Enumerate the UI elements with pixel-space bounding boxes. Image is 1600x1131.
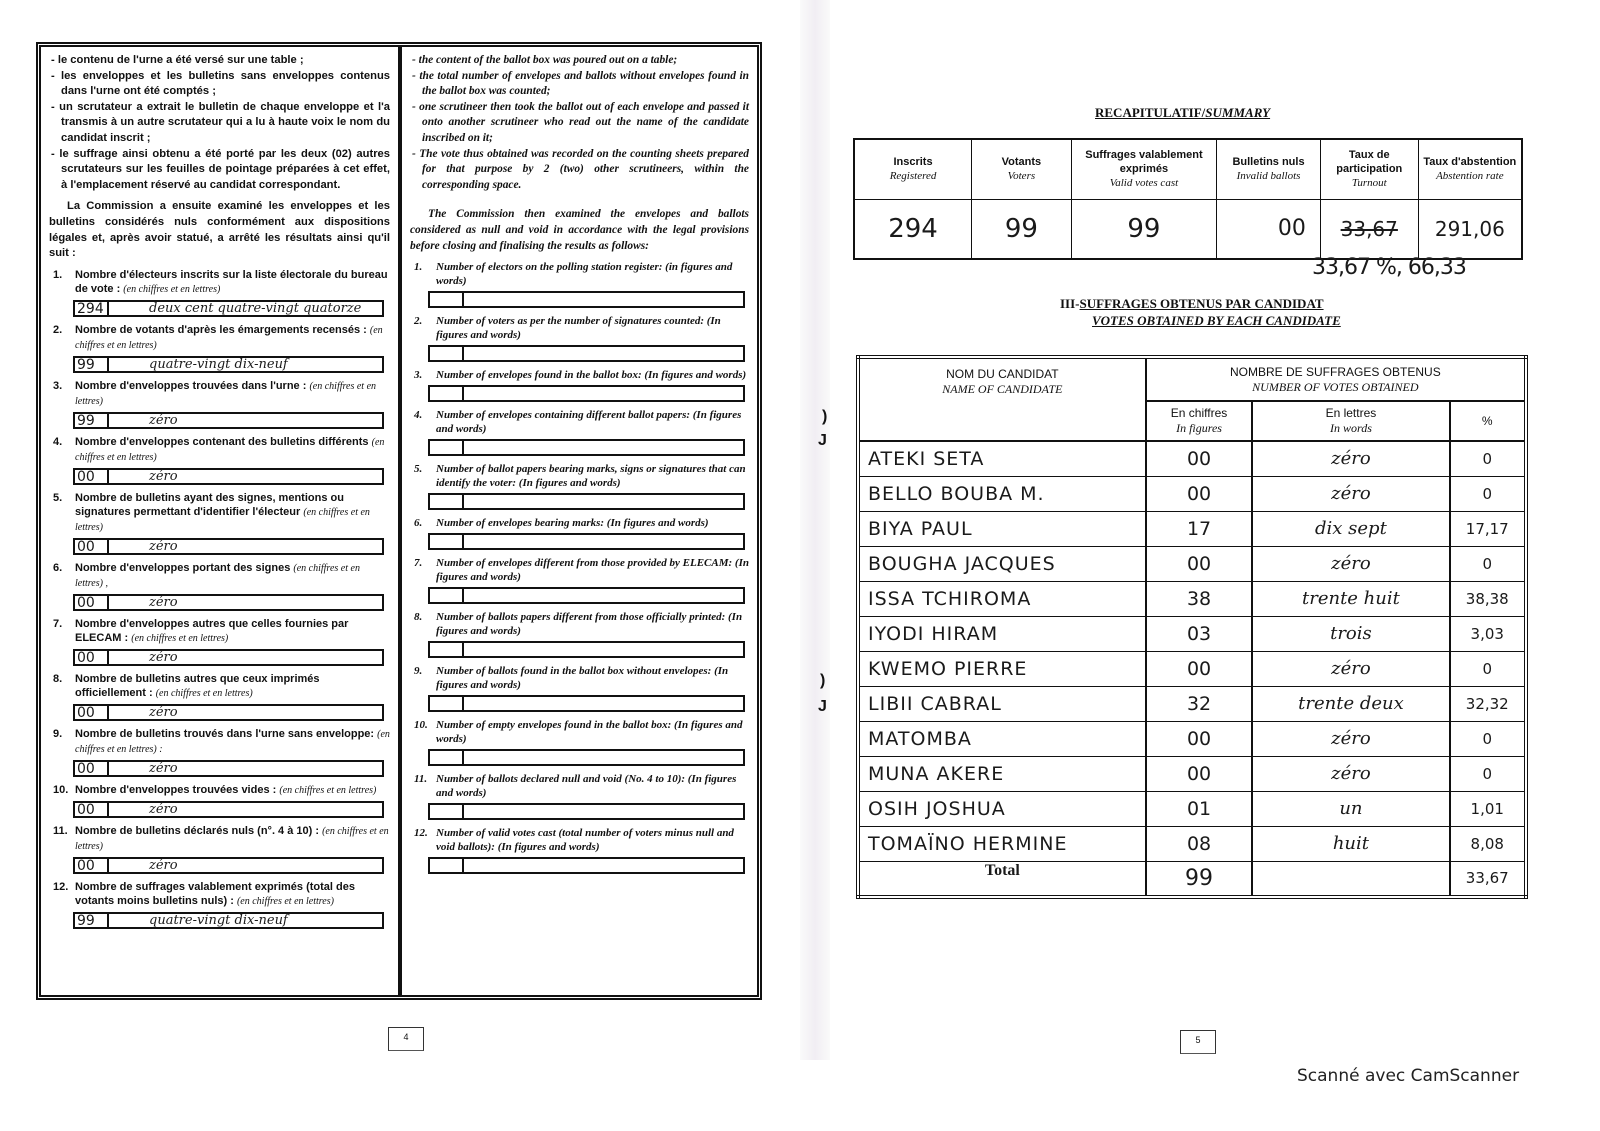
total-label: Total: [858, 861, 1146, 897]
candidate-percent: 38,38: [1450, 581, 1526, 616]
answer-field[interactable]: [73, 356, 384, 373]
candidate-row: [858, 651, 1526, 686]
candidate-votes-figure: 00: [1146, 721, 1253, 756]
candidate-row: [858, 791, 1526, 826]
question-label: [410, 408, 749, 436]
question-text: Number of valid votes cast (total number of voters minus null and void ballots): (In figures and words): [436, 827, 734, 854]
procedure-item: - les enveloppes et les bulletins sans enveloppes contenus dans l'urne ont été comptés ;: [49, 69, 390, 100]
question-number: 1.: [53, 268, 63, 281]
section-title: III-SUFFRAGES OBTENUS PAR CANDIDAT VOTES OBTAINED BY EACH CANDIDATE: [1060, 296, 1341, 328]
questions-fr: [49, 268, 390, 929]
procedure-list-fr: [49, 53, 390, 193]
answer-words[interactable]: zéro: [149, 801, 178, 817]
candidate-votes-figure: 01: [1146, 791, 1253, 826]
question-label: [410, 368, 749, 382]
question-text: Nombre de suffrages valablement exprimés (total des votants moins bulletins nuls) :: [75, 880, 355, 907]
question-label: [410, 826, 749, 854]
answer-figure[interactable]: [430, 643, 464, 656]
question-label: [49, 880, 390, 909]
candidate-row: [858, 546, 1526, 581]
question-text: Nombre d'électeurs inscrits sur la liste électorale du bureau de vote :: [75, 268, 388, 295]
answer-words[interactable]: [464, 535, 743, 548]
answer-words[interactable]: quatre-vingt dix-neuf: [149, 356, 288, 372]
answer-figure[interactable]: 99: [75, 914, 109, 927]
question-label: [49, 379, 390, 409]
candidate-row: [858, 476, 1526, 511]
answer-words[interactable]: [464, 697, 743, 710]
question-text: Number of envelopes containing different ballot papers: (In figures and words): [436, 409, 742, 436]
question-number: 11.: [414, 773, 428, 786]
question-text: Nombre de bulletins ayant des signes, mentions ou signatures permettant d'identifier l'électeur: [75, 491, 344, 518]
question-item: [49, 491, 390, 555]
answer-figure[interactable]: [430, 293, 464, 306]
answer-words[interactable]: [464, 293, 743, 306]
question-number: 2.: [414, 315, 423, 328]
question-item: [410, 664, 749, 712]
answer-figure[interactable]: 00: [75, 651, 109, 664]
candidate-name: BOUGHA JACQUES: [858, 546, 1146, 581]
candidate-votes-words: trois: [1252, 616, 1449, 651]
question-number: 11.: [53, 824, 68, 837]
question-label: [410, 610, 749, 638]
answer-figure[interactable]: [430, 535, 464, 548]
answer-field[interactable]: [428, 857, 745, 874]
question-text: Number of ballots declared null and void (No. 4 to 10): (In figures and words): [436, 773, 737, 800]
question-text: Nombre de bulletins déclarés nuls (n°. 4 à 10) :: [75, 824, 320, 837]
candidate-votes-figure: 00: [1146, 546, 1253, 581]
answer-figure[interactable]: [430, 589, 464, 602]
answer-words[interactable]: zéro: [149, 412, 178, 428]
header-voters: Votants Voters: [972, 139, 1072, 199]
answer-words[interactable]: zéro: [149, 857, 178, 873]
question-hint: (en chiffres et en lettres): [75, 380, 377, 407]
answer-figure[interactable]: 00: [75, 859, 109, 872]
question-item: [49, 561, 390, 611]
question-item: [410, 462, 749, 510]
answer-words[interactable]: [464, 751, 743, 764]
answer-field[interactable]: [73, 412, 384, 429]
question-text: Nombre de bulletins autres que ceux imprimés officiellement :: [75, 672, 320, 699]
registered-value: 294: [854, 199, 972, 259]
question-hint: (en chiffres et en lettres): [75, 506, 370, 533]
answer-field[interactable]: [73, 912, 384, 929]
answer-figure[interactable]: 00: [75, 706, 109, 719]
question-hint: (en chiffres et en lettres) ,: [75, 562, 360, 589]
answer-figure[interactable]: 99: [75, 358, 109, 371]
question-number: 10.: [414, 719, 428, 732]
answer-figure[interactable]: 00: [75, 470, 109, 483]
question-hint: (en chiffres et en lettres): [75, 825, 389, 852]
question-hint: (en chiffres et en lettres): [75, 324, 383, 351]
answer-field[interactable]: [428, 291, 745, 308]
answer-field[interactable]: [73, 760, 384, 777]
candidate-votes-words: zéro: [1252, 546, 1449, 581]
candidate-row: [858, 511, 1526, 546]
answer-field[interactable]: [428, 345, 745, 362]
question-text: Nombre de bulletins trouvés dans l'urne sans enveloppe:: [75, 727, 375, 740]
question-label: [410, 516, 749, 530]
question-hint: (en chiffres et en lettres): [75, 436, 385, 463]
procedure-item: - le suffrage ainsi obtenu a été porté par les deux (02) autres scrutateurs sur les feuilles de pointage préparées à cet effet, à l'emplacement réservé au candidat correspondant.: [49, 147, 390, 194]
procedure-item: - le contenu de l'urne a été versé sur une table ;: [49, 53, 390, 69]
question-label: [410, 718, 749, 746]
answer-figure[interactable]: [430, 859, 464, 872]
candidate-name: KWEMO PIERRE: [858, 651, 1146, 686]
answer-field[interactable]: [428, 385, 745, 402]
header-registered: Inscrits Registered: [854, 139, 972, 199]
answer-figure[interactable]: 00: [75, 596, 109, 609]
candidate-row: [858, 686, 1526, 721]
total-row: [858, 861, 1526, 897]
question-number: 4.: [414, 409, 423, 422]
candidate-row: [858, 756, 1526, 791]
total-words: [1252, 861, 1449, 897]
answer-field[interactable]: [428, 803, 745, 820]
answer-field[interactable]: [73, 857, 384, 874]
candidate-name: IYODI HIRAM: [858, 616, 1146, 651]
candidate-votes-figure: 00: [1146, 476, 1253, 511]
question-text: Number of ballot papers bearing marks, signs or signatures that can identify the voter: (In figures and words): [436, 463, 746, 490]
question-number: 12.: [414, 827, 428, 840]
candidate-votes-words: zéro: [1252, 441, 1449, 476]
answer-words[interactable]: [464, 805, 743, 818]
valid-votes-value: 99: [1071, 199, 1216, 259]
question-number: 5.: [414, 463, 423, 476]
question-item: [410, 260, 749, 308]
candidates-header-row: [858, 357, 1526, 401]
header-in-figures: En chiffres In figures: [1146, 401, 1253, 441]
question-text: Number of envelopes bearing marks: (In figures and words): [436, 517, 709, 530]
questions-en: [410, 260, 749, 874]
header-percent: %: [1450, 401, 1526, 441]
english-column: [402, 47, 757, 995]
header-turnout: Taux de participation Turnout: [1320, 139, 1418, 199]
answer-field[interactable]: [428, 493, 745, 510]
question-label: [49, 435, 390, 465]
intro-paragraph-fr: La Commission a ensuite examiné les enveloppes et les bulletins considérés nuls conformément aux dispositions légales et, après avoir statué, a arrêté les résultats ainsi qu'il suit :: [49, 200, 390, 260]
answer-figure[interactable]: 99: [75, 414, 109, 427]
header-valid-votes: Suffrages valablement exprimés Valid votes cast: [1071, 139, 1216, 199]
answer-figure[interactable]: [430, 495, 464, 508]
candidate-votes-words: zéro: [1252, 651, 1449, 686]
page-fold-shadow: [800, 0, 830, 1060]
question-number: 12.: [53, 880, 69, 893]
answer-figure[interactable]: 00: [75, 803, 109, 816]
question-text: Number of empty envelopes found in the ballot box: (In figures and words): [436, 719, 743, 746]
answer-figure[interactable]: [430, 751, 464, 764]
question-hint: (en chiffres et en lettres) :: [75, 728, 390, 755]
candidate-name: MUNA AKERE: [858, 756, 1146, 791]
question-hint: (en chiffres et en lettres): [131, 632, 229, 644]
candidate-votes-words: un: [1252, 791, 1449, 826]
answer-field[interactable]: [428, 749, 745, 766]
question-item: [49, 617, 390, 666]
question-label: [410, 772, 749, 800]
answer-figure[interactable]: 00: [75, 762, 109, 775]
question-number: 6.: [53, 561, 63, 574]
question-text: Number of electors on the polling station register: (in figures and words): [436, 261, 733, 288]
question-number: 5.: [53, 491, 63, 504]
answer-words[interactable]: [464, 387, 743, 400]
answer-field[interactable]: [73, 300, 384, 317]
question-item: [410, 556, 749, 604]
question-text: Nombre d'enveloppes contenant des bulletins différents: [75, 435, 369, 448]
answer-words[interactable]: [464, 643, 743, 656]
candidate-votes-words: zéro: [1252, 756, 1449, 791]
question-text: Number of envelopes different from those provided by ELECAM: (In figures and words): [436, 557, 749, 584]
question-item: [49, 435, 390, 485]
question-number: 9.: [414, 665, 423, 678]
answer-words[interactable]: [464, 589, 743, 602]
question-label: [410, 314, 749, 342]
question-item: [49, 379, 390, 429]
question-text: Nombre d'enveloppes autres que celles fournies par ELECAM :: [75, 617, 349, 644]
question-label: [49, 268, 390, 297]
question-number: 7.: [414, 557, 423, 570]
candidate-name: TOMAÏNO HERMINE: [858, 826, 1146, 861]
question-label: [49, 783, 390, 798]
margin-mark: ): [822, 408, 828, 425]
candidates-table: [856, 355, 1528, 899]
answer-field[interactable]: [73, 704, 384, 721]
candidate-percent: 3,03: [1450, 616, 1526, 651]
question-text: Number of envelopes found in the ballot box: (In figures and words): [436, 369, 747, 382]
question-hint: (en chiffres et en lettres): [123, 283, 221, 295]
procedure-item: - the content of the ballot box was poured out on a table;: [410, 53, 749, 69]
candidate-votes-words: huit: [1252, 826, 1449, 861]
candidate-row: [858, 441, 1526, 476]
question-item: [49, 880, 390, 929]
margin-mark: J: [818, 432, 827, 449]
candidate-percent: 17,17: [1450, 511, 1526, 546]
question-item: [410, 826, 749, 874]
answer-field[interactable]: [73, 594, 384, 611]
question-item: [410, 610, 749, 658]
answer-words[interactable]: quatre-vingt dix-neuf: [149, 912, 288, 928]
question-hint: (en chiffres et en lettres): [155, 687, 253, 699]
answer-words[interactable]: deux cent quatre-vingt quatorze: [149, 300, 362, 316]
header-in-words: En lettres In words: [1252, 401, 1449, 441]
answer-field[interactable]: [428, 533, 745, 550]
question-number: 8.: [53, 672, 63, 685]
summary-table: [853, 138, 1523, 260]
question-number: 3.: [414, 369, 423, 382]
turnout-value: 33,67: [1320, 199, 1418, 259]
header-abstention: Taux d'abstention Abstention rate: [1418, 139, 1522, 199]
question-item: [410, 516, 749, 550]
right-page-results: [850, 0, 1570, 1000]
candidate-row: [858, 826, 1526, 861]
answer-figure[interactable]: [430, 441, 464, 454]
answer-field[interactable]: [73, 468, 384, 485]
question-label: [49, 491, 390, 535]
candidate-votes-words: zéro: [1252, 721, 1449, 756]
candidate-percent: 0: [1450, 441, 1526, 476]
question-label: [49, 672, 390, 701]
margin-mark: ): [820, 672, 826, 689]
answer-figure[interactable]: [430, 387, 464, 400]
question-item: [410, 718, 749, 766]
answer-figure[interactable]: [430, 697, 464, 710]
invalid-ballots-value: 00: [1217, 199, 1321, 259]
total-percent: 33,67: [1450, 861, 1526, 897]
candidate-row: [858, 721, 1526, 756]
question-text: Nombre d'enveloppes trouvées vides :: [75, 783, 277, 796]
answer-figure[interactable]: [430, 805, 464, 818]
answer-field[interactable]: [428, 587, 745, 604]
question-label: [410, 462, 749, 490]
answer-field[interactable]: [73, 801, 384, 818]
page-number-right: 5: [1180, 1030, 1216, 1054]
camscanner-watermark: Scanné avec CamScanner: [1297, 1066, 1520, 1086]
left-page-form: [36, 42, 762, 1000]
question-text: Nombre d'enveloppes trouvées dans l'urne :: [75, 379, 307, 392]
candidate-percent: 32,32: [1450, 686, 1526, 721]
candidate-percent: 0: [1450, 651, 1526, 686]
candidate-votes-words: trente deux: [1252, 686, 1449, 721]
candidate-name: OSIH JOSHUA: [858, 791, 1146, 826]
header-invalid-ballots: Bulletins nuls Invalid ballots: [1217, 139, 1321, 199]
procedure-item: - un scrutateur a extrait le bulletin de chaque enveloppe et l'a transmis à un autre scrutateur qui a lu à haute voix le nom du candidat inscrit ;: [49, 100, 390, 147]
question-item: [410, 772, 749, 820]
candidate-name: BIYA PAUL: [858, 511, 1146, 546]
candidate-percent: 1,01: [1450, 791, 1526, 826]
answer-figure[interactable]: 00: [75, 540, 109, 553]
question-number: 1.: [414, 261, 423, 274]
question-label: [410, 664, 749, 692]
answer-words[interactable]: zéro: [149, 760, 178, 776]
candidate-votes-figure: 17: [1146, 511, 1253, 546]
answer-words[interactable]: zéro: [149, 538, 178, 554]
question-number: 10.: [53, 783, 69, 796]
margin-mark: J: [818, 698, 827, 715]
summary-values-row: [854, 199, 1522, 259]
question-number: 9.: [53, 727, 63, 740]
question-label: [49, 617, 390, 646]
candidate-votes-figure: 00: [1146, 651, 1253, 686]
header-candidate-name: NOM DU CANDIDAT NAME OF CANDIDATE: [858, 357, 1146, 441]
voters-value: 99: [972, 199, 1072, 259]
answer-words[interactable]: [464, 347, 743, 360]
answer-words[interactable]: [464, 859, 743, 872]
answer-figure[interactable]: [430, 347, 464, 360]
question-label: [410, 556, 749, 584]
question-item: [49, 727, 390, 777]
answer-words[interactable]: zéro: [149, 594, 178, 610]
candidate-votes-figure: 00: [1146, 441, 1253, 476]
candidate-name: ATEKI SETA: [858, 441, 1146, 476]
total-figure: 99: [1146, 861, 1253, 897]
question-text: Nombre d'enveloppes portant des signes: [75, 561, 291, 574]
question-text: Number of ballots papers different from those officially printed: (In figures and words): [436, 611, 743, 638]
candidate-votes-figure: 08: [1146, 826, 1253, 861]
candidate-percent: 0: [1450, 476, 1526, 511]
question-text: Number of ballots found in the ballot box without envelopes: (In figures and words): [436, 665, 729, 692]
candidate-votes-figure: 32: [1146, 686, 1253, 721]
answer-field[interactable]: [428, 695, 745, 712]
question-number: 3.: [53, 379, 63, 392]
answer-field[interactable]: [73, 538, 384, 555]
candidate-percent: 0: [1450, 546, 1526, 581]
question-label: [49, 824, 390, 854]
summary-title: RECAPITULATIF/SUMMARY: [1095, 105, 1271, 120]
candidate-percent: 0: [1450, 721, 1526, 756]
procedure-item: - the total number of envelopes and ballots without envelopes found in the ballot box was counted;: [410, 69, 749, 100]
question-label: [49, 561, 390, 591]
header-votes-obtained: NOMBRE DE SUFFRAGES OBTENUS NUMBER OF VOTES OBTAINED: [1146, 357, 1526, 401]
candidates-body: [858, 441, 1526, 861]
intro-paragraph-en: The Commission then examined the envelopes and ballots considered as null and void in accordance with the legal provisions before closing and finalising the results as follows:: [410, 208, 749, 252]
question-item: [49, 824, 390, 874]
question-number: 4.: [53, 435, 63, 448]
candidate-name: ISSA TCHIROMA: [858, 581, 1146, 616]
procedure-list-en: [410, 53, 749, 193]
question-item: [49, 323, 390, 373]
question-number: 8.: [414, 611, 423, 624]
abstention-value: 291,06: [1418, 199, 1522, 259]
candidate-votes-words: trente huit: [1252, 581, 1449, 616]
answer-field[interactable]: [428, 641, 745, 658]
question-label: [49, 727, 390, 757]
candidate-votes-figure: 00: [1146, 756, 1253, 791]
question-number: 7.: [53, 617, 63, 630]
rates-handwritten-note: 33,67 %, 66,33: [1312, 255, 1466, 280]
candidate-votes-figure: 03: [1146, 616, 1253, 651]
page-number-left: 4: [388, 1027, 424, 1051]
question-item: [410, 368, 749, 402]
answer-words[interactable]: zéro: [149, 468, 178, 484]
candidate-votes-figure: 38: [1146, 581, 1253, 616]
question-item: [410, 408, 749, 456]
question-hint: (en chiffres et en lettres): [279, 784, 377, 796]
question-item: [49, 672, 390, 721]
candidate-percent: 8,08: [1450, 826, 1526, 861]
procedure-item: - The vote thus obtained was recorded on the counting sheets prepared for that purpose by 2 (two) other scrutineers, within the corresponding space.: [410, 147, 749, 194]
answer-words[interactable]: zéro: [149, 704, 178, 720]
answer-words[interactable]: zéro: [149, 649, 178, 665]
question-label: [49, 323, 390, 353]
question-text: Number of voters as per the number of signatures counted: (In figures and words): [436, 315, 721, 342]
answer-field[interactable]: [428, 439, 745, 456]
question-item: [49, 268, 390, 317]
answer-figure[interactable]: 294: [75, 302, 109, 315]
answer-words[interactable]: [464, 441, 743, 454]
candidate-name: MATOMBA: [858, 721, 1146, 756]
candidate-votes-words: dix sept: [1252, 511, 1449, 546]
question-item: [410, 314, 749, 362]
candidate-row: [858, 581, 1526, 616]
candidate-row: [858, 616, 1526, 651]
summary-header-row: [854, 139, 1522, 199]
candidate-percent: 0: [1450, 756, 1526, 791]
candidate-votes-words: zéro: [1252, 476, 1449, 511]
question-hint: (en chiffres et en lettres): [236, 895, 334, 907]
question-number: 2.: [53, 323, 63, 336]
question-number: 6.: [414, 517, 423, 530]
question-text: Nombre de votants d'après les émargements recensés :: [75, 323, 367, 336]
candidate-name: BELLO BOUBA M.: [858, 476, 1146, 511]
french-column: [41, 47, 402, 995]
answer-words[interactable]: [464, 495, 743, 508]
question-item: [49, 783, 390, 818]
candidate-name: LIBII CABRAL: [858, 686, 1146, 721]
question-label: [410, 260, 749, 288]
answer-field[interactable]: [73, 649, 384, 666]
procedure-item: - one scrutineer then took the ballot out of each envelope and passed it onto another scrutineer who read out the name of the candidate inscribed on it;: [410, 100, 749, 147]
